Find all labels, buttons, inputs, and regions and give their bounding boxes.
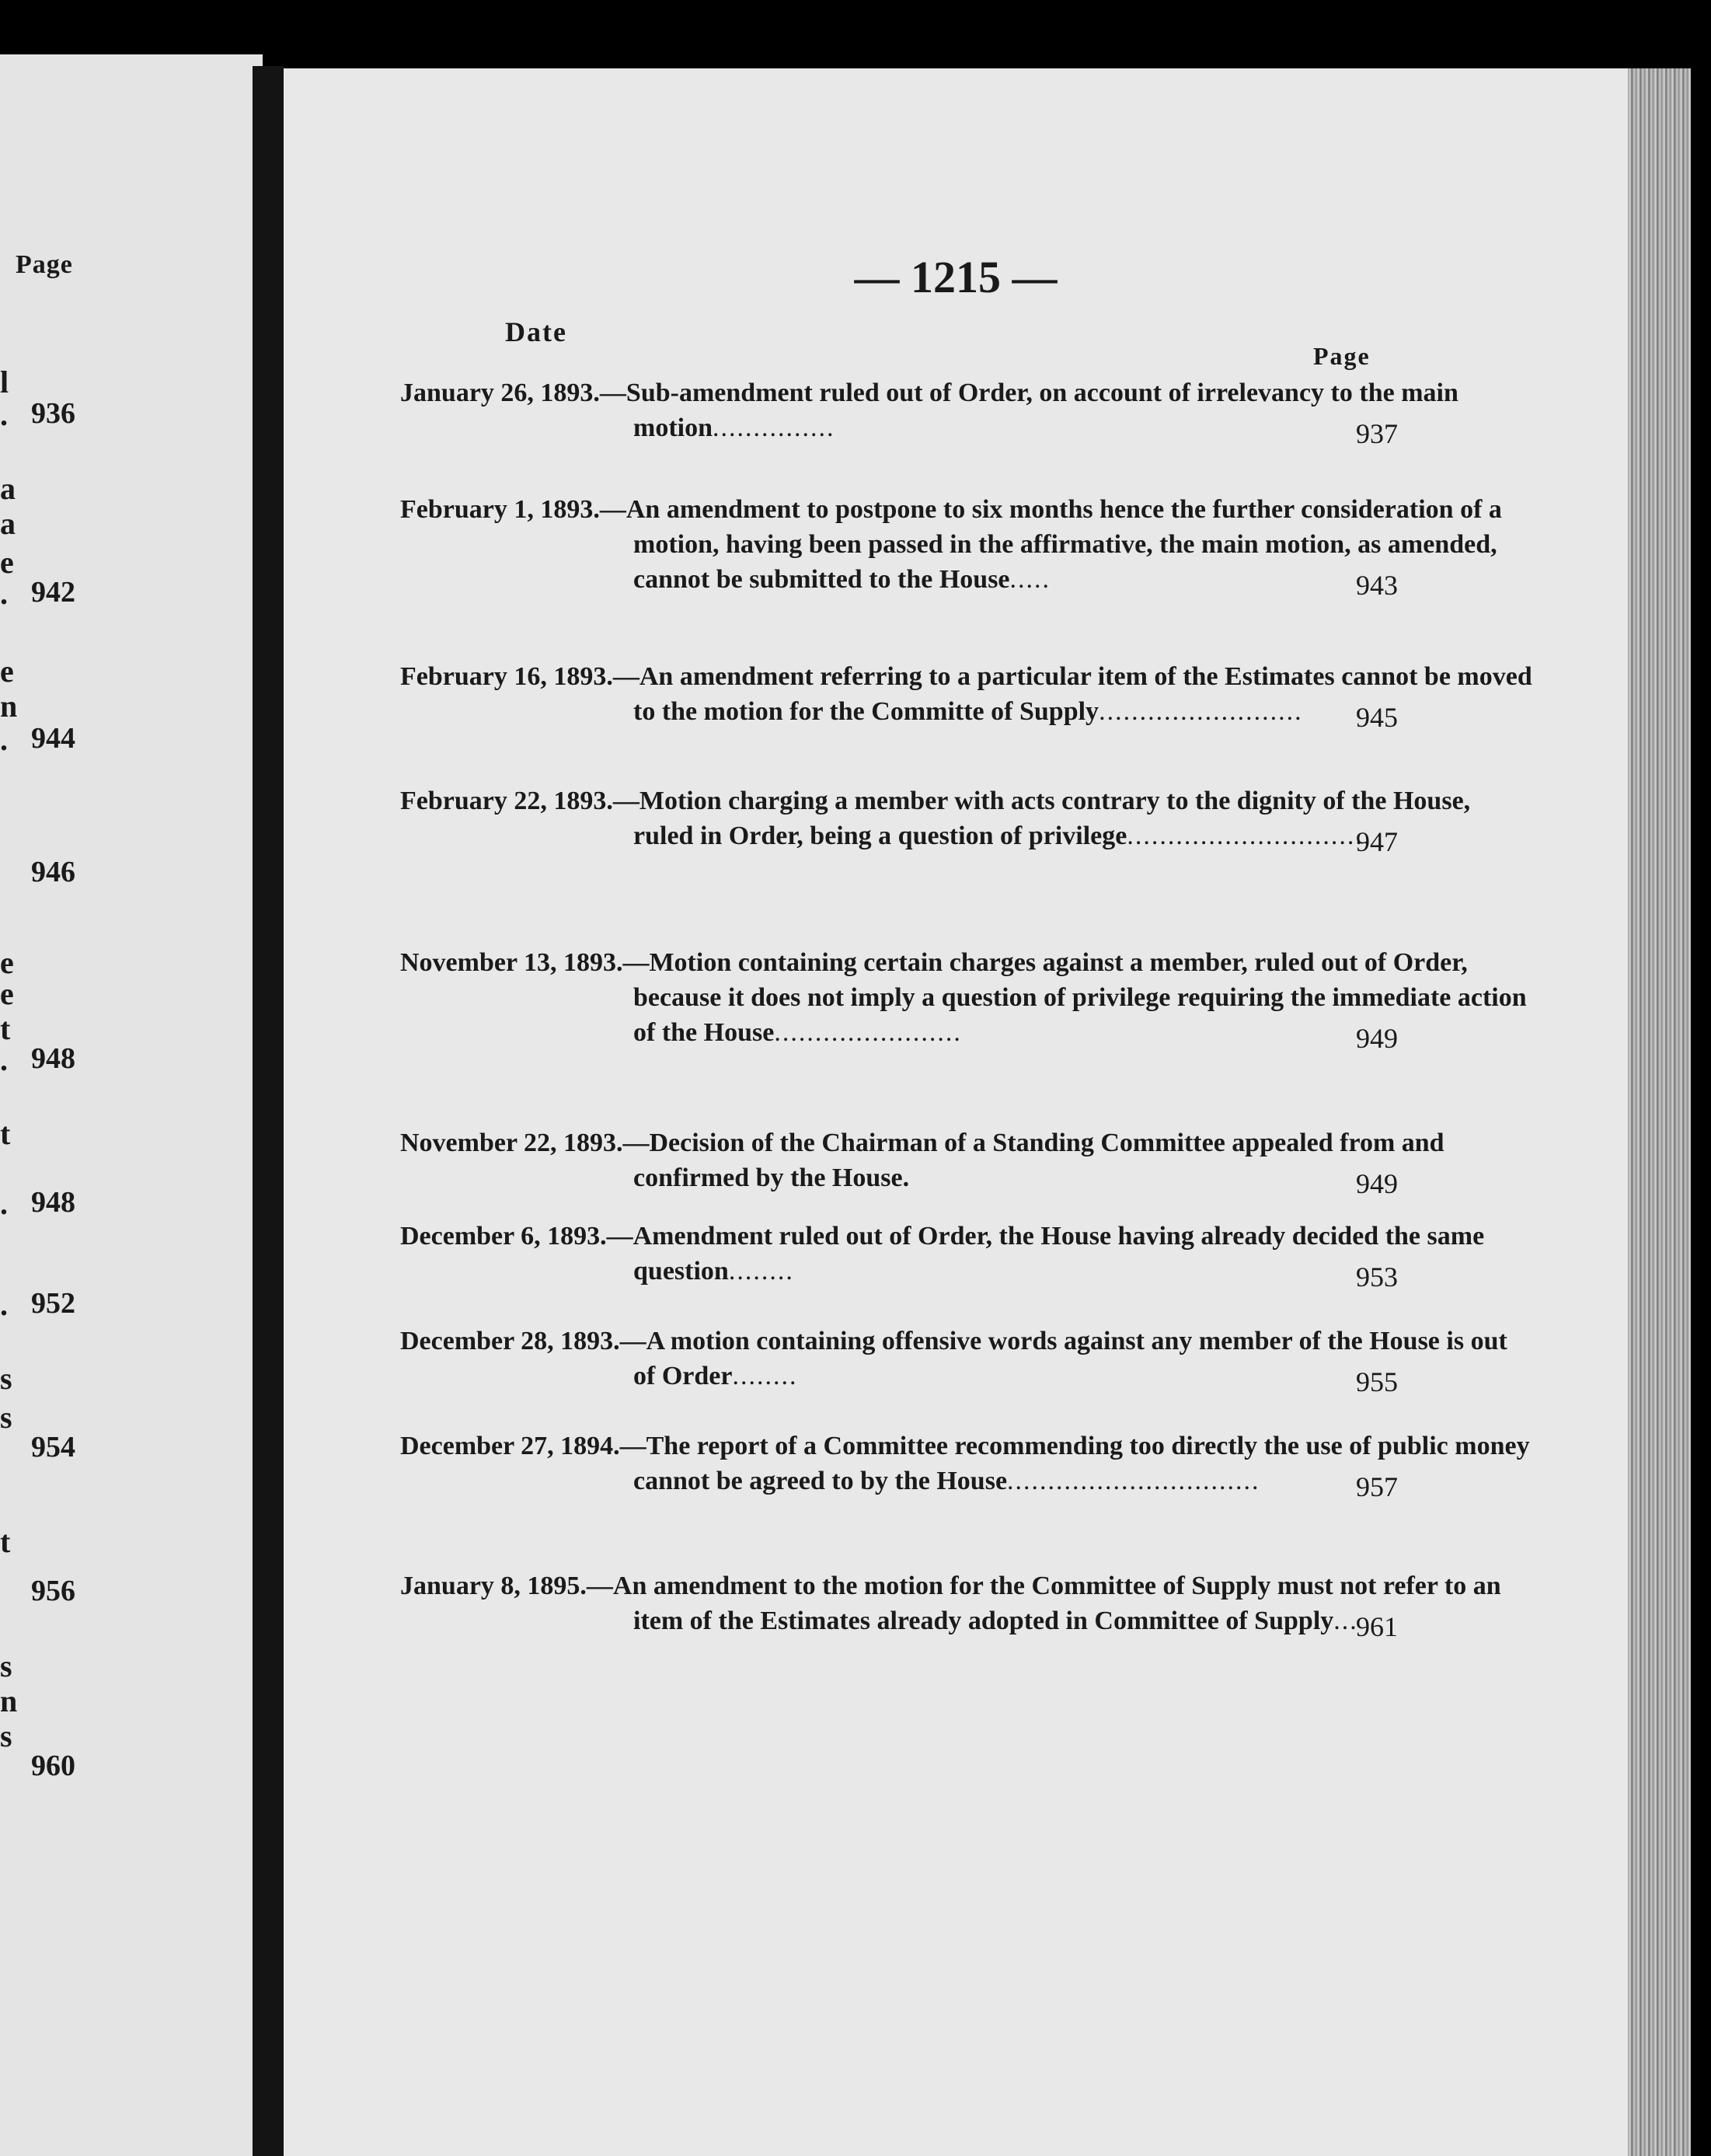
left-page-row	[0, 1360, 263, 1397]
left-row-fragment: .	[0, 397, 8, 432]
left-page-row	[0, 1115, 263, 1153]
left-row-page-number: 954	[31, 1431, 75, 1463]
entry-date: December 28, 1893.	[400, 1327, 620, 1355]
left-page-row	[0, 1648, 263, 1685]
entry-description: —Sub-amendment ruled out of Order, on account of irrelevancy to the main motion	[599, 379, 1458, 442]
left-page-row	[0, 1683, 263, 1720]
entry-leader-dots: ...	[1333, 1607, 1358, 1635]
left-row-fragment: n	[0, 1683, 18, 1718]
entry-description: —Motion containing certain charges against a member, ruled out of Order, because it does not imply a question of privilege requiring the immediate action of the House	[622, 948, 1527, 1047]
entry-description: —An amendment referring to a particular item of the Estimates cannot be moved to the motion for the Committe of Supply	[612, 662, 1532, 726]
left-row-fragment: .	[0, 1186, 8, 1221]
left-page-header: Page	[16, 250, 73, 279]
entry-description: —A motion containing offensive words against any member of the House is out of Order	[619, 1327, 1507, 1390]
left-row-page-number: 948	[31, 1186, 75, 1219]
index-entry	[400, 375, 1605, 449]
entry-page-number: 949	[1356, 1023, 1398, 1054]
date-column-header: Date	[505, 316, 567, 347]
entry-leader-dots: .....	[1009, 565, 1051, 594]
left-page-row	[0, 1286, 263, 1324]
index-entry	[400, 659, 1605, 733]
left-row-fragment: s	[0, 1718, 12, 1753]
index-entry	[400, 1125, 1605, 1199]
left-row-fragment: a	[0, 506, 16, 541]
index-entry	[400, 783, 1605, 857]
entry-date: February 22, 1893.	[400, 787, 613, 815]
left-row-fragment: t	[0, 1524, 11, 1559]
entry-page-number: 943	[1356, 570, 1398, 601]
book-spine	[253, 66, 284, 2156]
left-page-row	[0, 1523, 263, 1561]
entry-leader-dots: ........	[728, 1257, 794, 1286]
main-page	[284, 68, 1628, 2156]
left-page-row	[0, 1749, 263, 1786]
left-row-fragment: t	[0, 1011, 11, 1046]
left-row-fragment: e	[0, 945, 14, 980]
left-row-fragment: s	[0, 1400, 12, 1435]
entry-date: February 1, 1893.	[400, 495, 600, 524]
left-row-fragment: s	[0, 1361, 12, 1396]
left-row-fragment: a	[0, 471, 16, 506]
left-row-fragment: e	[0, 654, 14, 689]
page-number: — 1215 —	[854, 252, 1058, 302]
right-scan-border	[1691, 0, 1711, 2156]
entry-date: February 16, 1893.	[400, 662, 613, 691]
entry-description: —An amendment to postpone to six months hence the further consideration of a motion, having been passed in the affirmative, the main motion, as amended, cannot be submitted to the House	[599, 495, 1502, 594]
entry-leader-dots: ...............	[713, 413, 835, 442]
left-page-row	[0, 505, 263, 542]
left-page-row	[0, 364, 263, 401]
entry-page-number: 945	[1356, 702, 1398, 733]
left-row-fragment: l	[0, 365, 9, 399]
entry-leader-dots: ........	[732, 1362, 798, 1390]
left-row-fragment: .	[0, 576, 8, 611]
entry-leader-dots: ...............................	[1007, 1467, 1260, 1495]
left-row-fragment: .	[0, 1287, 8, 1322]
left-row-page-number: 956	[31, 1575, 75, 1607]
left-page-row	[0, 396, 263, 434]
left-row-page-number: 944	[31, 722, 75, 755]
entry-date: November 13, 1893.	[400, 948, 623, 977]
left-page-row	[0, 855, 263, 892]
entry-leader-dots: ..............................	[1127, 822, 1372, 850]
left-row-page-number: 952	[31, 1287, 75, 1320]
left-row-fragment: .	[0, 1042, 8, 1077]
entry-description: —The report of a Committee recommending too directly the use of public money cannot be agreed to by the House	[619, 1432, 1530, 1495]
left-row-page-number: 942	[31, 576, 75, 609]
left-row-fragment: e	[0, 976, 14, 1011]
entry-page-number: 949	[1356, 1168, 1398, 1199]
entry-page-number: 957	[1356, 1471, 1398, 1502]
entry-description: —Amendment ruled out of Order, the House having already decided the same question	[606, 1222, 1485, 1286]
left-row-page-number: 936	[31, 397, 75, 430]
left-page-row	[0, 653, 263, 690]
entry-description: —Motion charging a member with acts contrary to the dignity of the House, ruled in Order, being a question of privilege	[612, 787, 1471, 850]
left-row-fragment: n	[0, 689, 18, 724]
left-page-row	[0, 975, 263, 1013]
entry-page-number: 937	[1356, 418, 1398, 449]
entry-description: —An amendment to the motion for the Committee of Supply must not refer to an item of the Estimates already adopted in Committee of Supply	[586, 1572, 1501, 1635]
entry-date: December 6, 1893.	[400, 1222, 607, 1251]
left-page-row	[0, 1185, 263, 1223]
index-entry	[400, 1429, 1605, 1502]
entry-page-number: 947	[1356, 826, 1398, 857]
left-row-fragment: t	[0, 1116, 11, 1151]
left-row-fragment: e	[0, 545, 14, 580]
left-row-fragment: .	[0, 722, 8, 757]
left-page-row	[0, 1430, 263, 1467]
left-row-page-number: 948	[31, 1042, 75, 1075]
left-page-row	[0, 575, 263, 612]
index-entry	[400, 1219, 1605, 1293]
entry-leader-dots: .........................	[1099, 697, 1303, 726]
left-page-row	[0, 688, 263, 725]
entry-page-number: 955	[1356, 1366, 1398, 1397]
entry-description: —Decision of the Chairman of a Standing Committee appealed from and confirmed by the House.	[622, 1129, 1444, 1192]
entry-date: November 22, 1893.	[400, 1129, 623, 1157]
entry-page-number: 953	[1356, 1261, 1398, 1293]
entry-date: January 26, 1893.	[400, 379, 600, 407]
left-page-row	[0, 1574, 263, 1611]
entry-leader-dots: .......................	[774, 1018, 962, 1047]
left-row-page-number: 960	[31, 1750, 75, 1782]
index-entry	[400, 1568, 1605, 1642]
entry-page-number: 961	[1356, 1611, 1398, 1642]
left-page-row	[0, 721, 263, 759]
index-entry	[400, 945, 1605, 1054]
left-page-row	[0, 470, 263, 508]
left-page-row	[0, 1041, 263, 1079]
entry-date: January 8, 1895.	[400, 1572, 587, 1600]
entry-date: December 27, 1894.	[400, 1432, 620, 1460]
page-column-header: Page	[1313, 342, 1371, 370]
left-row-fragment: s	[0, 1648, 12, 1683]
left-row-page-number: 946	[31, 856, 75, 888]
index-entry	[400, 492, 1605, 601]
index-entry	[400, 1324, 1605, 1397]
